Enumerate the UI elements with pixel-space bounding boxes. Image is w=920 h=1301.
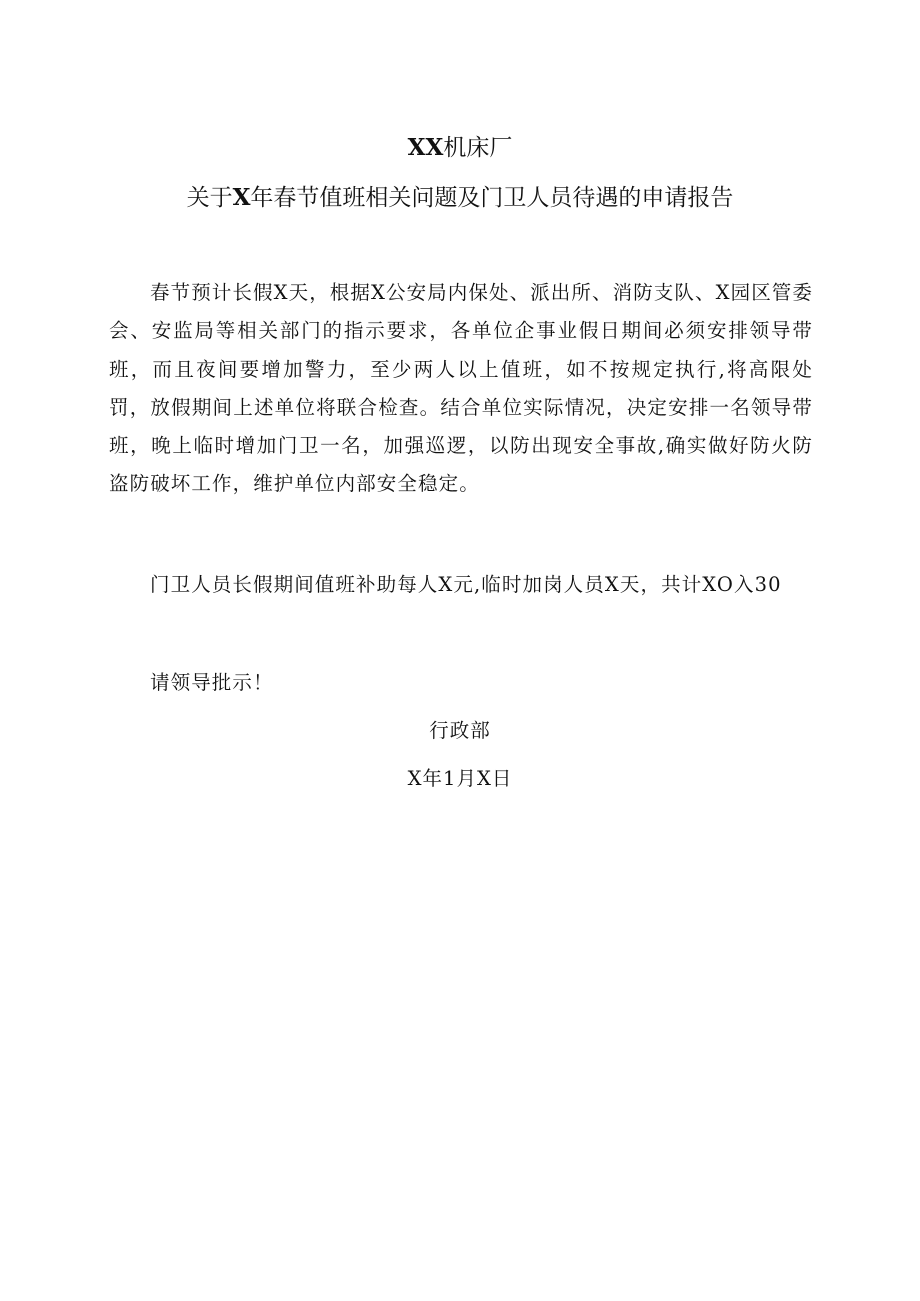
document-title-subject bbox=[0, 178, 920, 218]
body-paragraph-3: 请领导批示！ bbox=[150, 671, 274, 694]
document-title-organization bbox=[0, 128, 920, 168]
body-paragraph-1: 春节预计长假X天，根据X公安局内保处、派出所、消防支队、X园区管委会、安监局等相关部门的指示要求，各单位企事业假日期间必须安排领导带班，而且夜间要增加警力，至少两人以上值班，如不按规定执行,将高限处罚，放假期间上述单位将联合检查。结合单位实际情况，决定安排一名领导带班，晚上临时增加门卫一名，加强巡逻，以防出现安全事故,确实做好防火防盗防破坏工作，维护单位内部安全稳定。 bbox=[109, 281, 813, 496]
title-org-code: XX bbox=[407, 134, 444, 161]
title-sub-year: X bbox=[232, 184, 251, 211]
title-org-name: 机床厂 bbox=[443, 135, 513, 161]
title-sub-prefix: 关于 bbox=[186, 185, 233, 211]
signature-department: 行政部 bbox=[429, 719, 491, 742]
body-paragraph-2: 门卫人员长假期间值班补助每人X元,临时加岗人员X天，共计XO入30 bbox=[150, 573, 782, 596]
signature-date: X年1月X日 bbox=[407, 767, 513, 790]
title-sub-rest: 年春节值班相关问题及门卫人员待遇的申请报告 bbox=[250, 185, 734, 211]
